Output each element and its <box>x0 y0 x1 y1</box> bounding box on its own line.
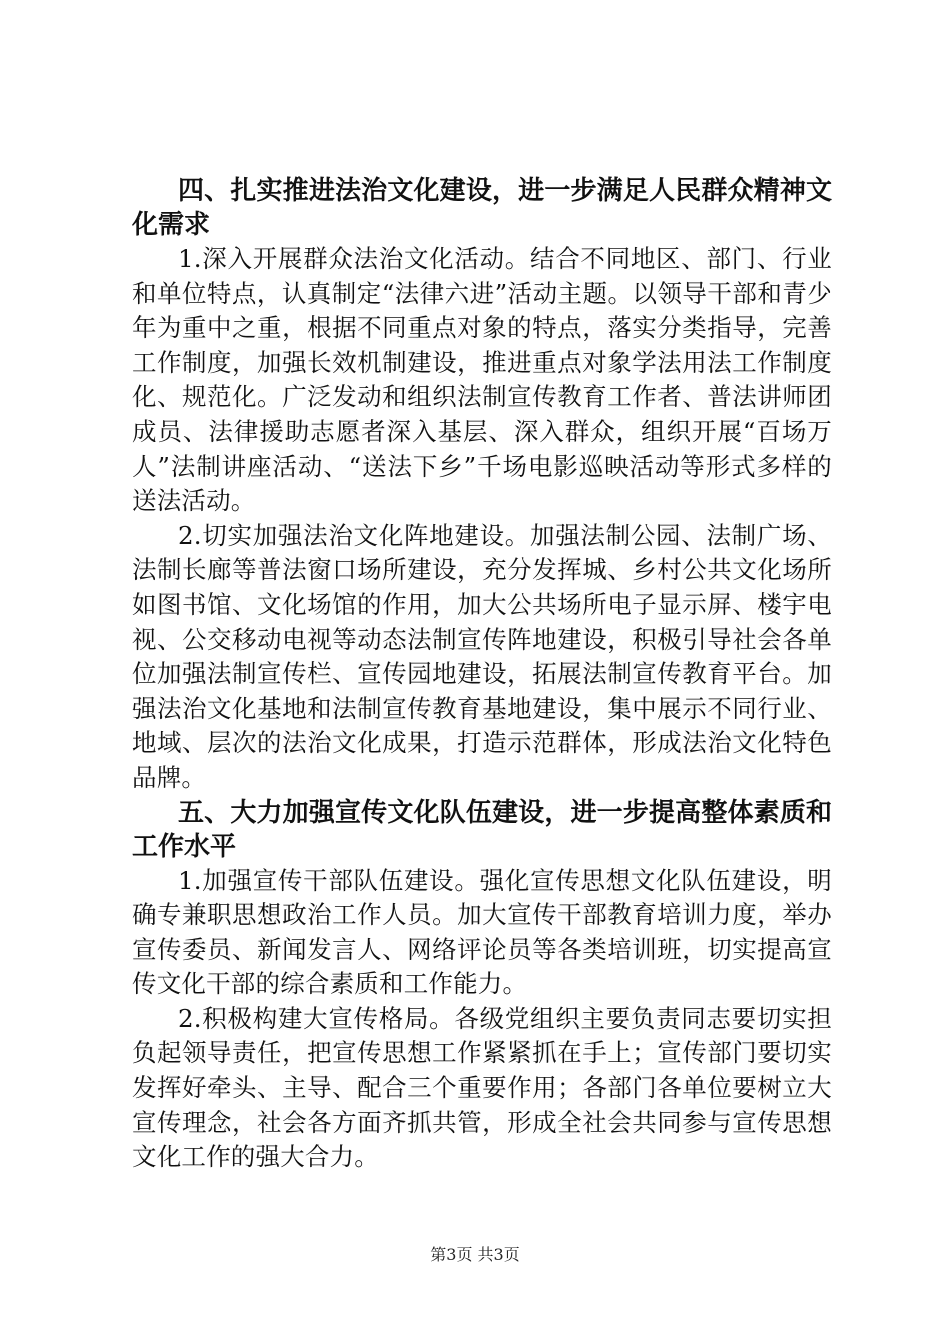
paragraph: 1.深入开展群众法治文化活动。结合不同地区、部门、行业和单位特点，认真制定“法律六进”活动主题。以领导干部和青少年为重中之重，根据不同重点对象的特点，落实分类指导，完善工作制度，加强长效机制建设，推进重点对象学法用法工作制度化、规范化。广泛发动和组织法制宣传教育工作者、普法讲师团成员、法律援助志愿者深入基层、深入群众，组织开展“百场万人”法制讲座活动、“送法下乡”千场电影巡映活动等形式多样的送法活动。 <box>132 244 832 516</box>
page-footer: 第3页 共3页 <box>430 1245 520 1264</box>
paragraph: 1.加强宣传干部队伍建设。强化宣传思想文化队伍建设，明确专兼职思想政治工作人员。加大宣传干部教育培训力度，举办宣传委员、新闻发言人、网络评论员等各类培训班，切实提高宣传文化干部的综合素质和工作能力。 <box>132 865 832 999</box>
paragraph: 2.切实加强法治文化阵地建设。加强法制公园、法制广场、法制长廊等普法窗口场所建设，充分发挥城、乡村公共文化场所如图书馆、文化场馆的作用，加大公共场所电子显示屏、楼宇电视、公交移动电视等动态法制宣传阵地建设，积极引导社会各单位加强法制宣传栏、宣传园地建设，拓展法制宣传教育平台。加强法治文化基地和法制宣传教育基地建设，集中展示不同行业、地域、层次的法治文化成果，打造示范群体，形成法治文化特色品牌。 <box>132 520 832 792</box>
section-heading-5: 五、大力加强宣传文化队伍建设，进一步提高整体素质和工作水平 <box>132 797 832 862</box>
paragraph: 2.积极构建大宣传格局。各级党组织主要负责同志要切实担负起领导责任，把宣传思想工作紧紧抓在手上；宣传部门要切实发挥好牵头、主导、配合三个重要作用；各部门各单位要树立大宣传理念，社会各方面齐抓共管，形成全社会共同参与宣传思想文化工作的强大合力。 <box>132 1003 832 1172</box>
document-body <box>132 174 832 1175</box>
section-heading-4: 四、扎实推进法治文化建设，进一步满足人民群众精神文化需求 <box>132 176 832 240</box>
